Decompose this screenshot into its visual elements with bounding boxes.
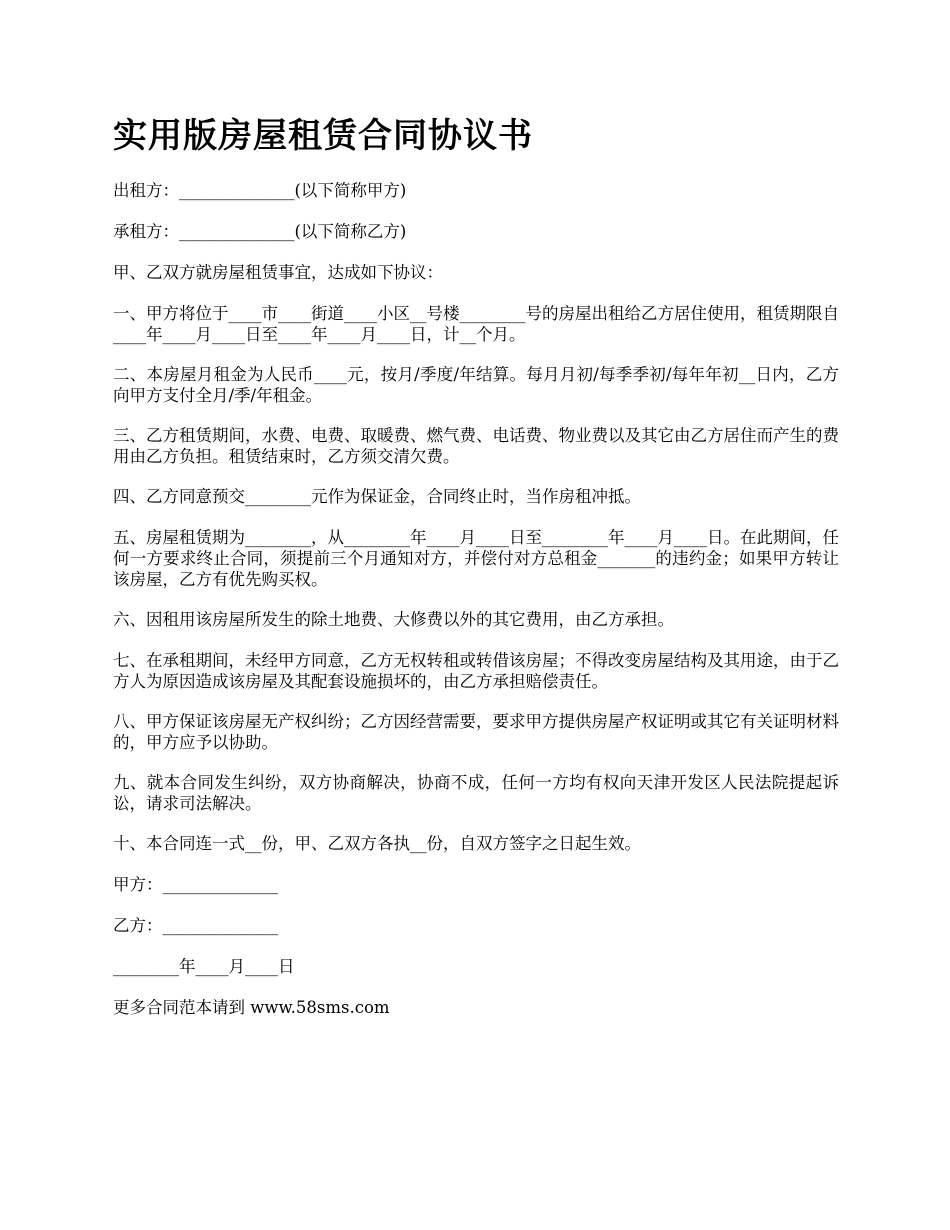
clause-3: 三、乙方租赁期间，水费、电费、取暖费、燃气费、电话费、物业费以及其它由乙方居住而产生的费用由乙方负担。租赁结束时，乙方须交清欠费。 bbox=[113, 426, 839, 466]
agreement-intro: 甲、乙双方就房屋租赁事宜，达成如下协议： bbox=[113, 263, 443, 282]
footer-link-text: 更多合同范本请到 www.58sms.com bbox=[113, 998, 390, 1017]
document-title: 实用版房屋租赁合同协议书 bbox=[113, 116, 533, 156]
clause-9: 九、就本合同发生纠纷，双方协商解决，协商不成，任何一方均有权向天津开发区人民法院提起诉讼，请求司法解决。 bbox=[113, 773, 839, 813]
clause-7: 七、在承租期间，未经甲方同意，乙方无权转租或转借该房屋；不得改变房屋结构及其用途，由于乙方人为原因造成该房屋及其配套设施损坏的，由乙方承担赔偿责任。 bbox=[113, 651, 839, 691]
lessor-line: 出租方：______________(以下简称甲方) bbox=[113, 181, 407, 200]
party-b-signature: 乙方：______________ bbox=[113, 916, 278, 935]
clause-4: 四、乙方同意预交________元作为保证金，合同终止时，当作房租冲抵。 bbox=[113, 487, 641, 506]
document-page bbox=[113, 112, 839, 1038]
clause-6: 六、因租用该房屋所发生的除土地费、大修费以外的其它费用，由乙方承担。 bbox=[113, 610, 674, 629]
clause-1: 一、甲方将位于____市____街道____小区__号楼________号的房屋出租给乙方居住使用，租赁期限自____年____月____日至____年____月____日，计__个月。 bbox=[113, 304, 839, 344]
lessee-line: 承租方：______________(以下简称乙方) bbox=[113, 222, 407, 241]
clause-8: 八、甲方保证该房屋无产权纠纷；乙方因经营需要，要求甲方提供房屋产权证明或其它有关证明材料的，甲方应予以协助。 bbox=[113, 712, 839, 752]
signing-date: ________年____月____日 bbox=[113, 957, 295, 976]
party-a-signature: 甲方：______________ bbox=[113, 875, 278, 894]
clause-2: 二、本房屋月租金为人民币____元，按月/季度/年结算。每月月初/每季季初/每年年初__日内，乙方向甲方支付全月/季/年租金。 bbox=[113, 365, 839, 405]
clause-5: 五、房屋租赁期为________，从________年____月____日至________年____月____日。在此期间，任何一方要求终止合同，须提前三个月通知对方，并偿付对方总租金_______的违约金；如果甲方转让该房屋，乙方有优先购买权。 bbox=[113, 528, 839, 589]
clause-10: 十、本合同连一式__份，甲、乙双方各执__份，自双方签字之日起生效。 bbox=[113, 834, 641, 853]
